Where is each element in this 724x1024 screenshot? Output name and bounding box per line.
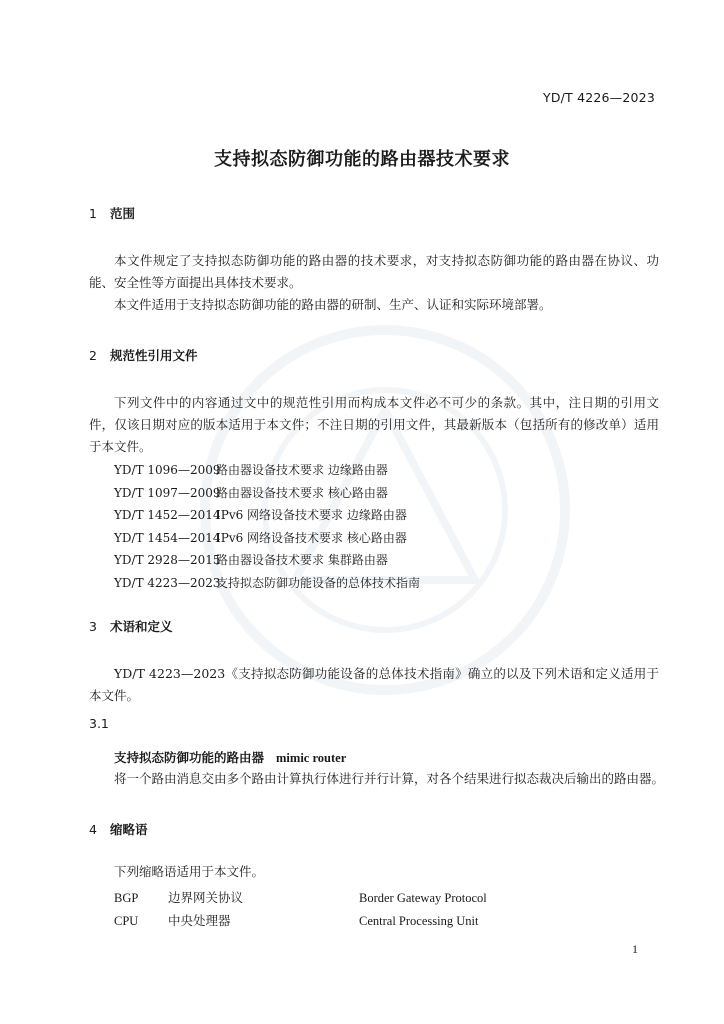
- reference-title: IPv6 网络设备技术要求 核心路由器: [216, 530, 407, 545]
- term-english: mimic router: [276, 751, 347, 765]
- reference-list: [114, 459, 420, 595]
- section-number: 3: [89, 619, 97, 634]
- reference-item: [114, 527, 420, 550]
- paragraph: 本文件适用于支持拟态防御功能的路由器的研制、生产、认证和实际环境部署。: [114, 297, 552, 312]
- reference-code: YD/T 1097—2009: [114, 485, 221, 500]
- term-chinese: 支持拟态防御功能的路由器: [114, 750, 265, 765]
- section-number: 2: [89, 348, 97, 363]
- section-title: 范围: [110, 206, 136, 221]
- section-heading-scope: [89, 204, 135, 222]
- section-number: 4: [89, 822, 97, 837]
- reference-code: YD/T 4223—2023: [114, 575, 221, 590]
- abbreviation-chinese: 中央处理器: [168, 913, 231, 928]
- reference-title: IPv6 网络设备技术要求 边缘路由器: [216, 508, 407, 523]
- abbreviation-english: Central Processing Unit: [359, 914, 479, 928]
- reference-title: 路由器设备技术要求 边缘路由器: [216, 463, 388, 477]
- reference-item: [114, 549, 420, 572]
- section-title: 规范性引用文件: [110, 348, 198, 363]
- reference-code: YD/T 2928—2015: [114, 553, 221, 568]
- clause-number: 3.1: [89, 716, 109, 731]
- section-title: 缩略语: [110, 822, 148, 837]
- standard-number: YD/T 4226—2023: [542, 90, 655, 105]
- section-heading-normative-references: [89, 346, 198, 364]
- term-entry: [114, 748, 346, 766]
- reference-code: YD/T 1454—2014: [114, 530, 221, 545]
- abbreviation: CPU: [114, 914, 139, 928]
- abbreviation-list: [114, 886, 487, 932]
- paragraph: 下列文件中的内容通过文中的规范性引用而构成本文件必不可少的条款。其中，注日期的引用文件，仅该日期对应的版本适用于本文件；不注日期的引用文件，其最新版本（包括所有的修改单）适用于本文件。: [89, 395, 659, 454]
- section-heading-abbreviations: [89, 820, 148, 838]
- reference-item: [114, 459, 420, 482]
- reference-item: [114, 504, 420, 527]
- paragraph: YD/T 4223—2023《支持拟态防御功能设备的总体技术指南》确立的以及下列术语和定义适用于本文件。: [89, 666, 659, 703]
- reference-code: YD/T 1452—2014: [114, 508, 221, 523]
- reference-title: 路由器设备技术要求 集群路由器: [216, 553, 388, 568]
- abbreviation: BGP: [114, 891, 139, 905]
- abbreviation-item: [114, 886, 487, 909]
- abbreviations-intro: 下列缩略语适用于本文件。: [114, 864, 265, 879]
- abbreviation-chinese: 边界网关协议: [168, 890, 244, 905]
- section-title: 术语和定义: [110, 619, 173, 634]
- section-number: 1: [89, 206, 97, 221]
- reference-item: [114, 482, 420, 505]
- reference-title: 支持拟态防御功能设备的总体技术指南: [216, 575, 421, 590]
- paragraph: 本文件规定了支持拟态防御功能的路由器的技术要求，对支持拟态防御功能的路由器在协议、功能、安全性等方面提出具体技术要求。: [89, 253, 659, 290]
- page-number: 1: [632, 942, 638, 956]
- document-title: 支持拟态防御功能的路由器技术要求: [214, 149, 510, 170]
- section-heading-terms-definitions: [89, 617, 173, 635]
- term-definition: 将一个路由消息交由多个路由计算执行体进行并行计算，对各个结果进行拟态裁决后输出的路由器。: [114, 771, 665, 786]
- abbreviation-item: [114, 909, 487, 932]
- abbreviation-english: Border Gateway Protocol: [359, 891, 487, 905]
- reference-title: 路由器设备技术要求 核心路由器: [216, 485, 388, 500]
- reference-item: [114, 572, 420, 595]
- reference-code: YD/T 1096—2009: [114, 463, 221, 477]
